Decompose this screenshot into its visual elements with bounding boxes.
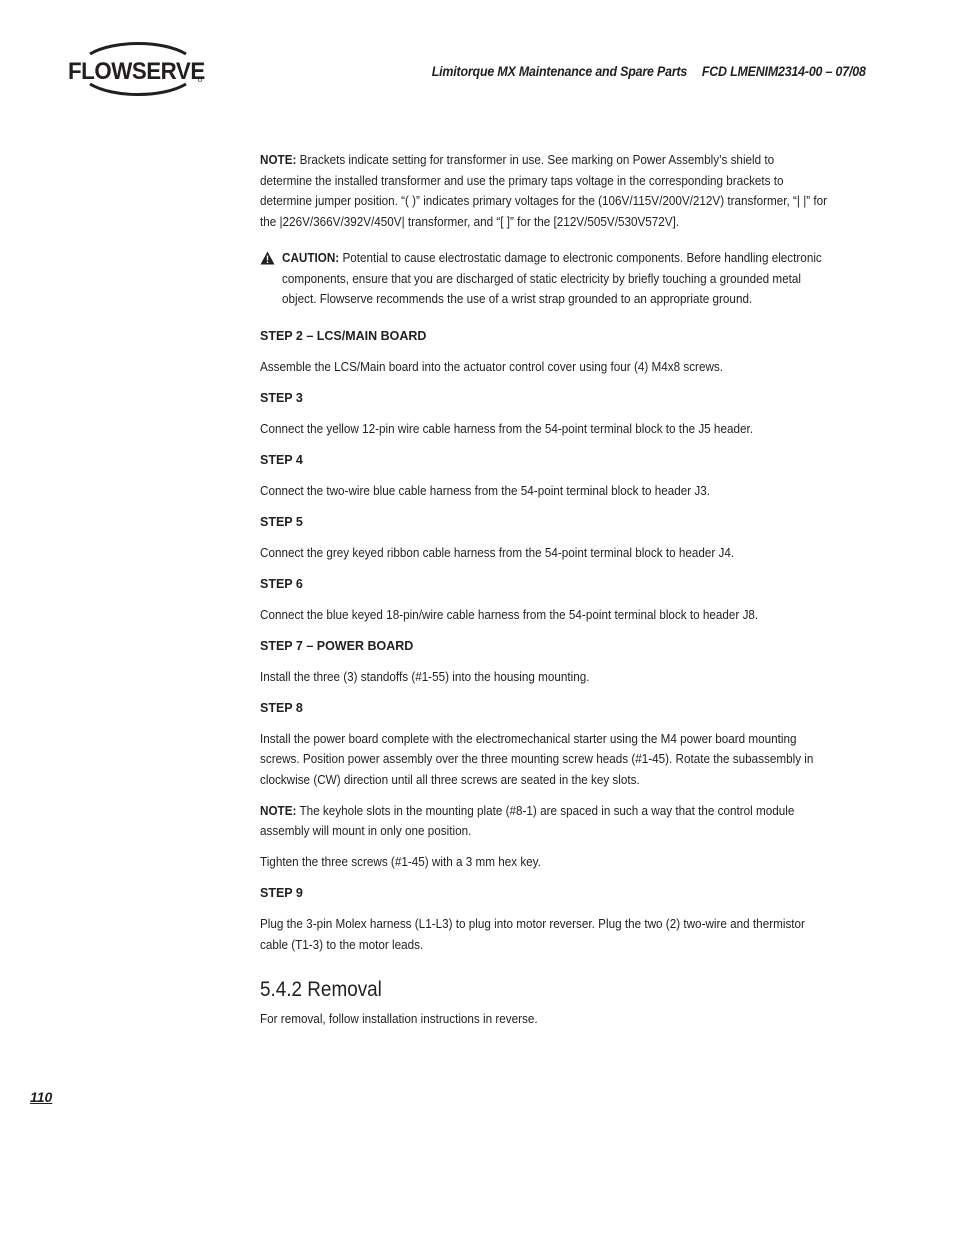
step-7-text: Install the three (3) standoffs (#1-55) into the housing mounting. — [260, 668, 590, 684]
document-header — [432, 64, 866, 79]
logo-wordmark: FLOWSERVE — [68, 58, 205, 85]
main-content — [260, 150, 830, 1040]
step-8-title: STEP 8 — [260, 700, 303, 715]
note-text: Brackets indicate setting for transformer in use. See marking on Power Assembly’s shield to determine the installed transformer and use the primary taps voltage in the corresponding brackets to determine jumper position. “( )” indicates primary voltages for the (106V/115V/200V/212V) transformer, “| |” for the |226V/366V/392V/450V| transformer, and “[ ]” for the [212V/505V/530V572V]. — [260, 152, 828, 229]
step-6-text: Connect the blue keyed 18-pin/wire cable harness from the 54-point terminal block to header J8. — [260, 606, 759, 622]
step-9-text: Plug the 3-pin Molex harness (L1-L3) to plug into motor reverser. Plug the two (2) two-wire and thermistor cable (T1-3) to the motor leads. — [260, 916, 805, 952]
step-2-title: STEP 2 – LCS/MAIN BOARD — [260, 328, 427, 343]
step-6-title: STEP 6 — [260, 576, 303, 591]
step-4-text: Connect the two-wire blue cable harness from the 54-point terminal block to header J3. — [260, 482, 711, 498]
caution-block — [260, 248, 830, 310]
removal-text: For removal, follow installation instructions in reverse. — [260, 1011, 538, 1026]
section-heading-removal: 5.4.2 Removal — [260, 978, 382, 1001]
step-3-title: STEP 3 — [260, 390, 303, 405]
document-code: FCD LMENIM2314-00 – 07/08 — [702, 64, 866, 79]
step-5-text: Connect the grey keyed ribbon cable harness from the 54-point terminal block to header J4. — [260, 544, 735, 560]
note-label: NOTE: — [260, 152, 297, 167]
tighten-text: Tighten the three screws (#1-45) with a 3 mm hex key. — [260, 854, 541, 869]
note-text: The keyhole slots in the mounting plate (#8-1) are spaced in such a way that the control module assembly will mount in only one position. — [260, 802, 795, 838]
step-9-title: STEP 9 — [260, 886, 303, 900]
flowserve-logo — [68, 42, 208, 96]
step-7-title: STEP 7 – POWER BOARD — [260, 638, 414, 653]
caution-text: Potential to cause electrostatic damage to electronic components. Before handling electronic components, ensure that you are discharged of static electricity by briefly touching a grounded metal object. Flowserve recommends the use of a wrist strap grounded to an appropriate ground. — [282, 250, 822, 306]
note-transformer — [260, 150, 829, 232]
caution-label: CAUTION: — [282, 250, 340, 265]
note-label: NOTE: — [260, 802, 297, 818]
step-4-title: STEP 4 — [260, 452, 303, 467]
caution-paragraph — [282, 248, 829, 310]
step-5-title: STEP 5 — [260, 514, 303, 529]
step-3-text: Connect the yellow 12-pin wire cable harness from the 54-point terminal block to the J5 header. — [260, 420, 753, 436]
note-keyhole — [260, 801, 829, 842]
step-8-text: Install the power board complete with the electromechanical starter using the M4 power board mounting screws. Position power assembly over the three mounting screw heads (#1-45). Rotate the subassembly in clockwise (CW) direction until all three screws are seated in the key slots. — [260, 730, 814, 787]
warning-triangle-icon — [260, 251, 275, 265]
page-number: 110 — [30, 1089, 53, 1105]
document-title: Limitorque MX Maintenance and Spare Parts — [432, 64, 688, 79]
step-2-text: Assemble the LCS/Main board into the actuator control cover using four (4) M4x8 screws. — [260, 358, 724, 374]
